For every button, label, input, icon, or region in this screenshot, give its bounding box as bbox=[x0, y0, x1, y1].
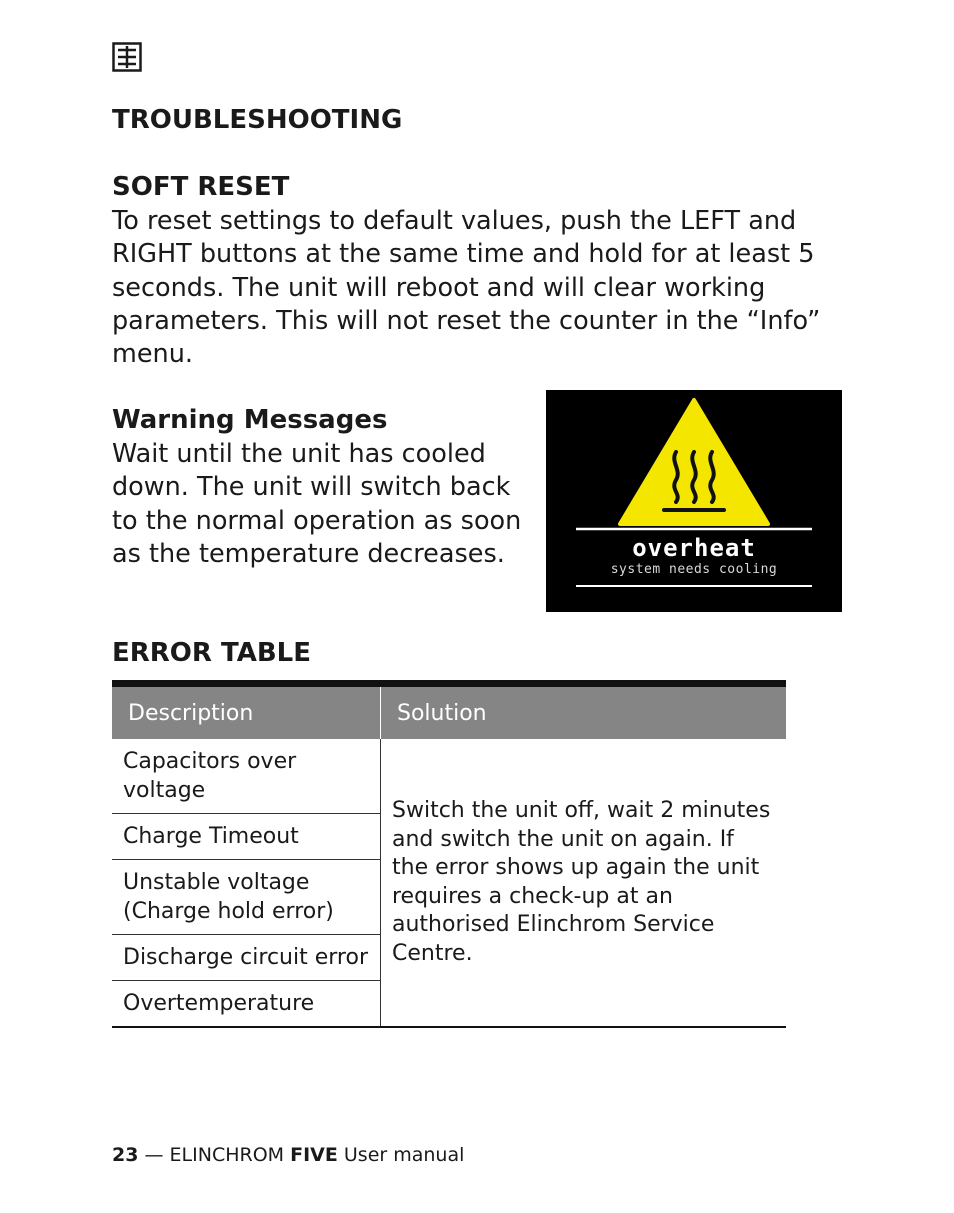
system-needs-cooling-label: system needs cooling bbox=[610, 562, 778, 577]
error-description: Capacitors over voltage bbox=[112, 739, 381, 814]
error-description: Discharge circuit error bbox=[112, 935, 381, 981]
footer-product: FIVE bbox=[290, 1144, 338, 1166]
table-row bbox=[112, 739, 786, 814]
hot-surface-warning-icon bbox=[546, 390, 842, 612]
soft-reset-body: To reset settings to default values, push the LEFT and RIGHT buttons at the same time and hold for at least 5 seconds. The unit will reboot and will clear working parameters. This will not reset the counter in the “Info” menu. bbox=[112, 206, 821, 370]
overheat-label: overheat bbox=[632, 534, 756, 562]
error-table-title: ERROR TABLE bbox=[112, 638, 311, 668]
solution-header: Solution bbox=[381, 684, 787, 740]
error-description: Charge Timeout bbox=[112, 814, 381, 860]
page-footer bbox=[112, 1144, 464, 1166]
overheat-display-screen bbox=[546, 390, 842, 612]
error-description: Overtemperature bbox=[112, 981, 381, 1028]
description-header: Description bbox=[112, 684, 381, 740]
error-description: Unstable voltage (Charge hold error) bbox=[112, 860, 381, 935]
table-of-contents-icon[interactable] bbox=[112, 42, 142, 72]
warning-messages-title: Warning Messages bbox=[112, 405, 388, 435]
page-heading: TROUBLESHOOTING bbox=[112, 105, 403, 135]
soft-reset-title: SOFT RESET bbox=[112, 172, 290, 202]
footer-brand: — ELINCHROM bbox=[144, 1144, 285, 1166]
error-table bbox=[112, 680, 786, 1028]
warning-messages-body: Wait until the unit has cooled down. The unit will switch back to the normal operation as soon as the temperature decreases. bbox=[112, 439, 522, 569]
footer-suffix: User manual bbox=[343, 1144, 465, 1166]
error-solution: Switch the unit off, wait 2 minutes and switch the unit on again. If the error shows up again the unit requires a check-up at an authorised Elinchrom Service Centre. bbox=[381, 739, 787, 1027]
page-number: 23 bbox=[112, 1144, 139, 1166]
